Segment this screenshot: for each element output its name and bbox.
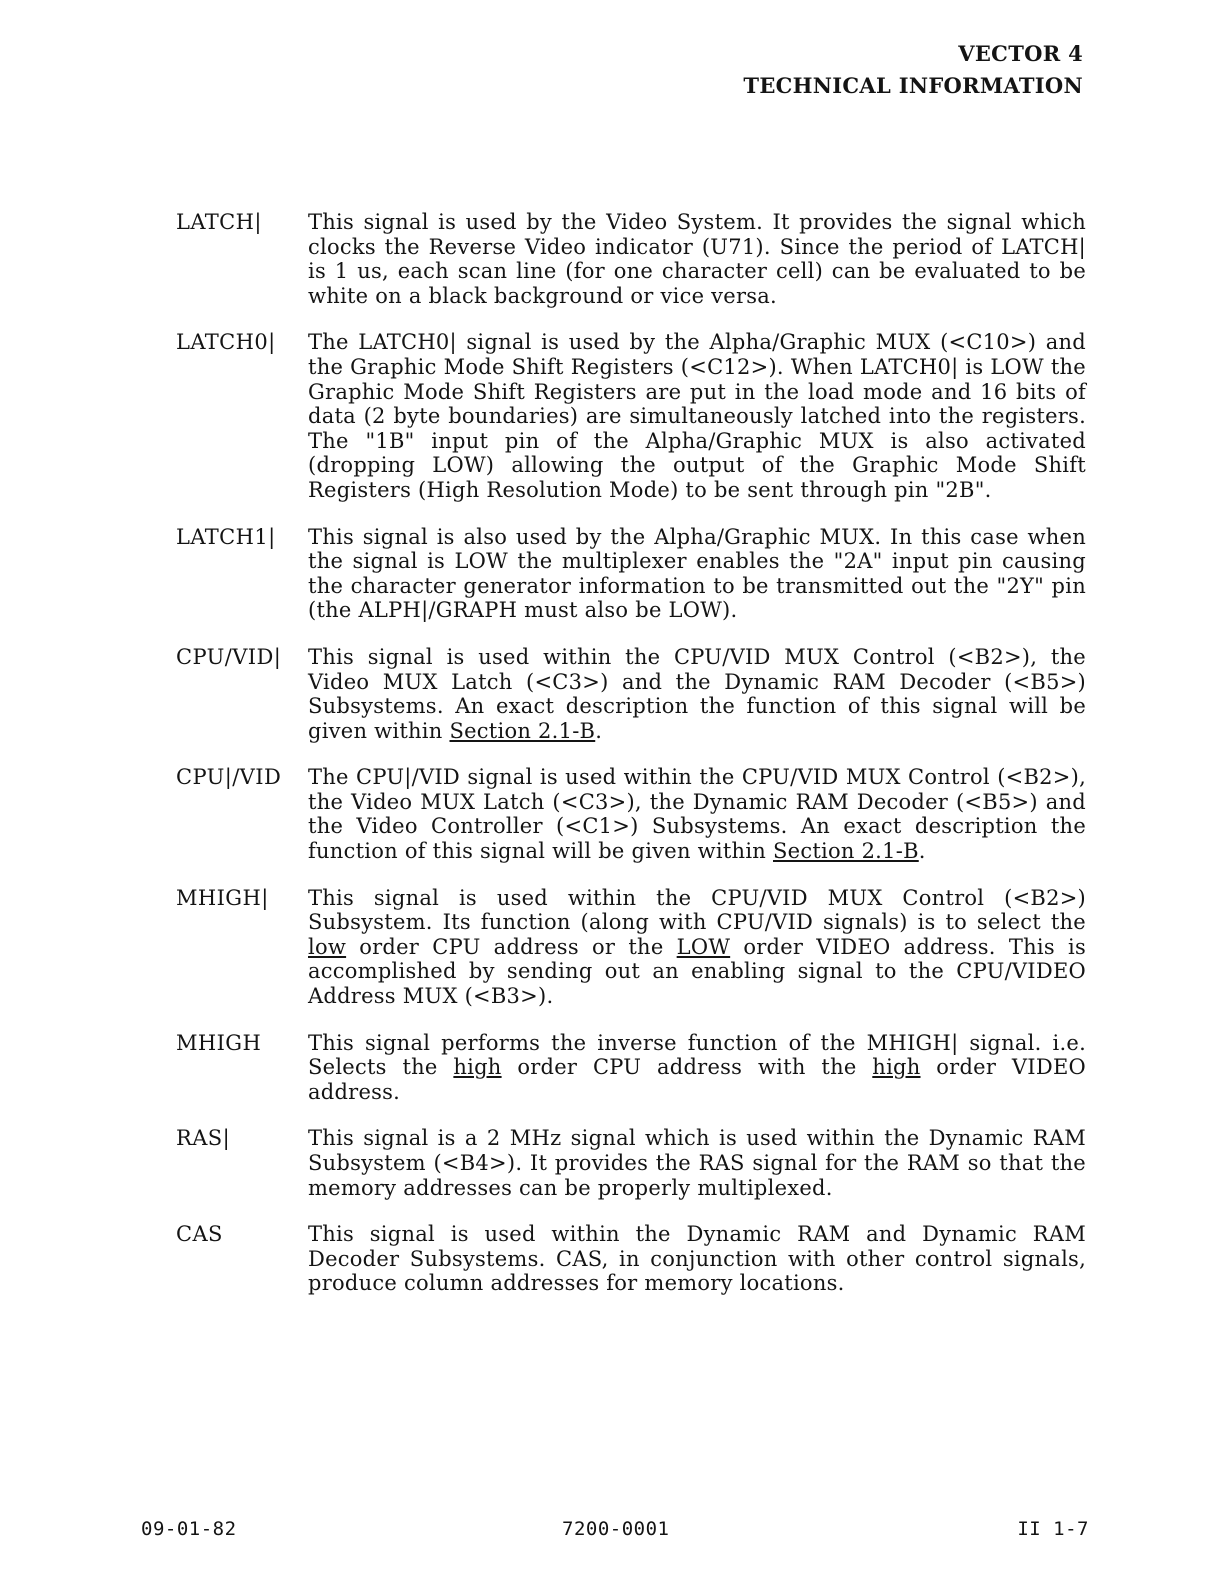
signal-description [308, 210, 1086, 308]
signal-description [308, 1222, 1086, 1296]
signal-description [308, 765, 1086, 863]
footer-date: 09-01-82 [141, 1518, 237, 1540]
signal-name: CPU/VID| [176, 644, 282, 669]
description-text: order CPU address or the [346, 934, 677, 959]
description-text: This signal is used within the CPU/VID MUX Control (<B2>) Subsystem. Its function (along with CPU/VID signals) is to select the [308, 885, 1086, 935]
description-text: This signal is used by the Video System. It provides the signal which clocks the Reverse Video indicator (U71). Since the period of LATCH| is 1 us, each scan line (for one character cell) can be evaluated to be white on a black background or vice versa. [308, 210, 1086, 308]
signal-name: LATCH| [176, 210, 262, 234]
signal-entry [176, 886, 1086, 1009]
description-text: This signal is used within the Dynamic RAM and Dynamic RAM Decoder Subsystems. CAS, in conjunction with other control signals, produce column addresses for memory locations. [308, 1222, 1086, 1296]
description-text: This signal is used within the CPU/VID MUX Control (<B2>), the Video MUX Latch (<C3>) and the Dynamic RAM Decoder (<B5>) Subsystems. An exact description the function of this signal will be given within [308, 644, 1086, 743]
signal-name: RAS| [176, 1126, 231, 1151]
signal-name: LATCH1| [176, 524, 276, 549]
signal-entry [176, 1126, 1086, 1200]
description-text: order CPU address with the [501, 1055, 873, 1080]
description-text: This signal is also used by the Alpha/Graphic MUX. In this case when the signal is LOW the multiplexer enables the "2A" input pin causing the character generator information to be transmitted out the "2Y" pin (the ALPH|/GRAPH must also be LOW). [308, 524, 1086, 623]
footer-doc-number: 7200-0001 [562, 1518, 670, 1540]
underlined-text: Section 2.1-B [773, 839, 919, 864]
signal-description [308, 645, 1086, 743]
signal-description [308, 525, 1086, 623]
underlined-text: high [453, 1055, 502, 1080]
header-product-title: VECTOR 4 [958, 41, 1083, 66]
signal-entry [176, 525, 1086, 623]
underlined-text: LOW [676, 934, 731, 959]
signal-entry [176, 765, 1086, 863]
signal-name: MHIGH [176, 1030, 262, 1055]
description-text: order VIDEO address. This is accomplished by sending out an enabling signal to the CPU/VIDEO Address MUX (<B3>). [308, 934, 1086, 1009]
underlined-text: low [308, 934, 347, 959]
signal-name: LATCH0| [176, 330, 276, 355]
header-section-title: TECHNICAL INFORMATION [743, 73, 1083, 98]
description-text: This signal performs the inverse function of the MHIGH| signal. i.e. Selects the [308, 1030, 1086, 1080]
underlined-text: high [872, 1055, 921, 1080]
footer-page-number: II 1-7 [1017, 1518, 1089, 1540]
signal-description [308, 886, 1086, 1009]
signal-name: CAS [176, 1222, 223, 1247]
page-header [743, 38, 1083, 102]
signal-entry [176, 330, 1086, 502]
description-text: order VIDEO address. [308, 1055, 1086, 1104]
signal-name: MHIGH| [176, 885, 269, 910]
signal-description [308, 1031, 1086, 1105]
signal-description [308, 1126, 1086, 1200]
signal-entry [176, 1222, 1086, 1296]
description-text: . [918, 839, 926, 864]
description-text: The CPU|/VID signal is used within the CPU/VID MUX Control (<B2>), the Video MUX Latch (<C3>), the Dynamic RAM Decoder (<B5>) and the Video Controller (<C1>) Subsystems. An exact description the function of this signal will be given within [308, 765, 1086, 864]
signal-definition-list [176, 210, 1086, 1318]
description-text: . [595, 718, 603, 743]
underlined-text: Section 2.1-B [449, 718, 596, 743]
signal-entry [176, 645, 1086, 743]
description-text: The LATCH0| signal is used by the Alpha/Graphic MUX (<C10>) and the Graphic Mode Shift Registers (<C12>). When LATCH0| is LOW the Graphic Mode Shift Registers are put in the load mode and 16 bits of data (2 byte boundaries) are simultaneously latched into the registers. The "1B" input pin of the Alpha/Graphic MUX is also activated (dropping LOW) allowing the output of the Graphic Mode Shift Registers (High Resolution Mode) to be sent through pin "2B". [308, 330, 1086, 502]
signal-description [308, 330, 1086, 502]
description-text: This signal is a 2 MHz signal which is used within the Dynamic RAM Subsystem (<B4>). It provides the RAS signal for the RAM so that the memory addresses can be properly multiplexed. [308, 1126, 1086, 1200]
signal-name: CPU|/VID [176, 765, 282, 790]
signal-entry [176, 1031, 1086, 1105]
signal-entry [176, 210, 1086, 308]
